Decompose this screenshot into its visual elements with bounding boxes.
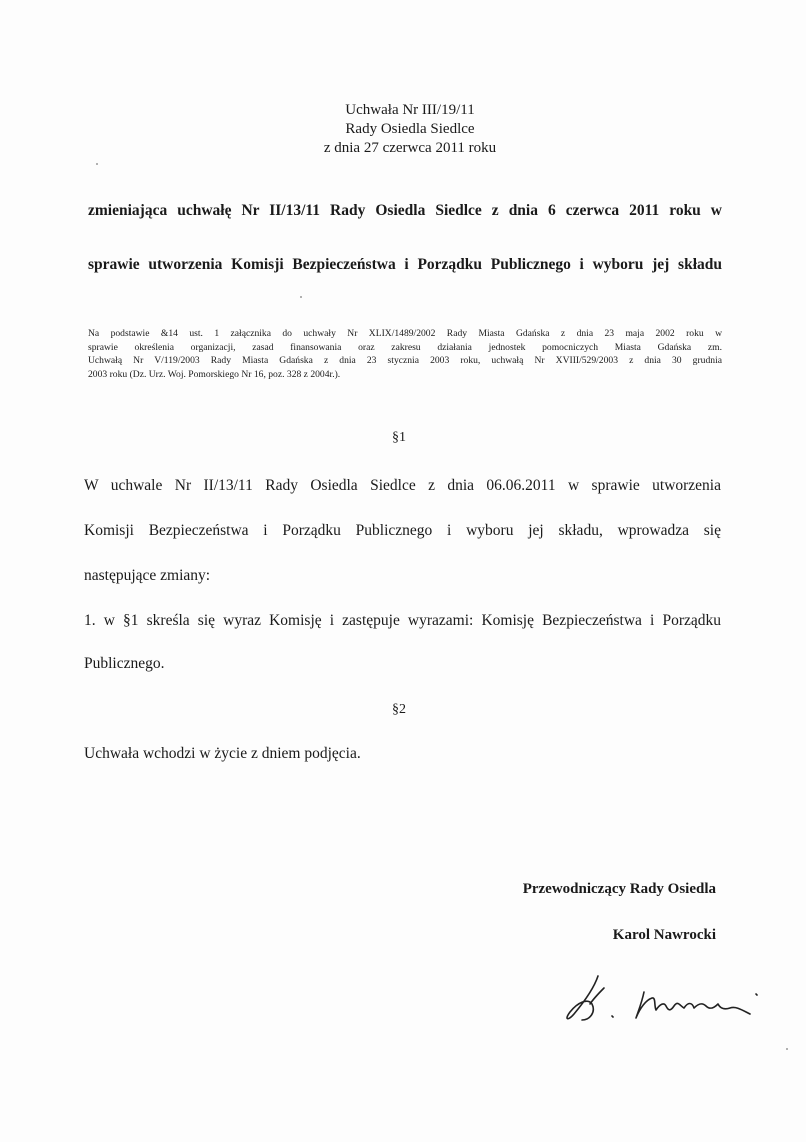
legal-basis-line-3: Uchwałą Nr V/119/2003 Rady Miasta Gdańska z dnia 23 stycznia 2003 roku, uchwałą Nr XVIII/529/2003 z dnia 30 grudnia: [88, 355, 722, 366]
section-2-text: Uchwała wchodzi w życie z dniem podjęcia.: [84, 745, 361, 762]
subject-line-1: zmieniająca uchwałę Nr II/13/11 Rady Osiedla Siedlce z dnia 6 czerwca 2011 roku w: [88, 202, 722, 219]
legal-basis-line-2: sprawie określenia organizacji, zasad finansowania oraz zakresu działania jednostek pomocniczych Miasta Gdańska zm.: [88, 341, 722, 353]
scan-speck: [300, 296, 302, 298]
scan-speck: [96, 163, 98, 165]
section-1-line-1: W uchwale Nr II/13/11 Rady Osiedla Siedlce z dnia 06.06.2011 w sprawie utworzenia: [84, 477, 721, 494]
section-1-mark: §1: [392, 430, 406, 445]
legal-basis-line-4: 2003 roku (Dz. Urz. Woj. Pomorskiego Nr 16, poz. 328 z 2004r.).: [88, 368, 341, 380]
scan-speck: [786, 1048, 788, 1050]
section-1-line-4: 1. w §1 skreśla się wyraz Komisję i zastępuje wyrazami: Komisję Bezpieczeństwa i Porządku: [84, 612, 721, 629]
handwritten-signature: [560, 968, 770, 1048]
resolution-date: z dnia 27 czerwca 2011 roku: [323, 140, 497, 156]
section-1-line-3: następujące zmiany:: [84, 567, 211, 584]
resolution-header: [0, 101, 806, 158]
section-1-line-2: Komisji Bezpieczeństwa i Porządku Publicznego i wyboru jej składu, wprowadza się: [84, 522, 721, 539]
legal-basis-line-1: Na podstawie &14 ust. 1 załącznika do uchwały Nr XLIX/1489/2002 Rady Miasta Gdańska z dnia 23 maja 2002 roku w: [88, 328, 722, 339]
section-2-mark: §2: [392, 702, 406, 717]
subject-line-2: sprawie utworzenia Komisji Bezpieczeństwa i Porządku Publicznego i wyboru jej składu: [88, 256, 722, 273]
resolution-title: Uchwała Nr III/19/11: [345, 102, 475, 118]
section-1-line-5: Publicznego.: [84, 655, 165, 672]
signatory-name: Karol Nawrocki: [612, 927, 716, 943]
legal-basis: [88, 327, 722, 381]
council-name: Rady Osiedla Siedlce: [345, 121, 475, 137]
signatory-title: Przewodniczący Rady Osiedla: [522, 881, 716, 897]
